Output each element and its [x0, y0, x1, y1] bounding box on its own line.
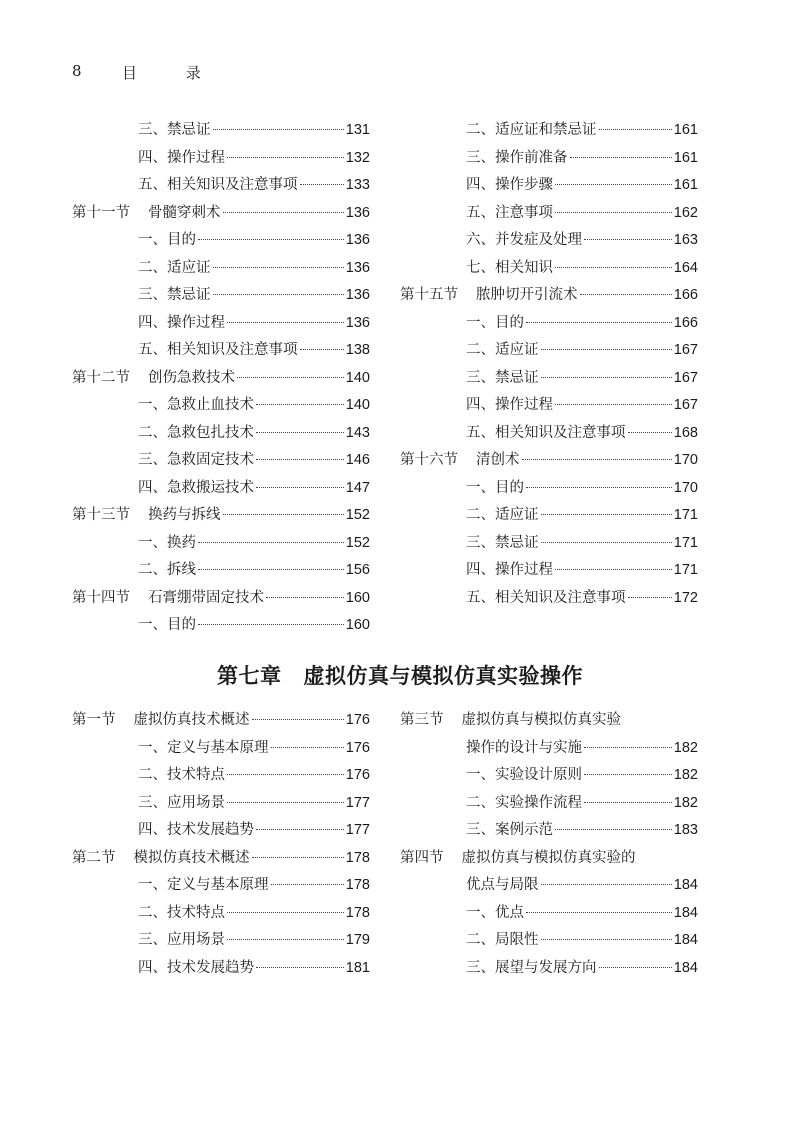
toc-entry-label: 二、拆线: [138, 562, 196, 578]
dot-leader: [213, 129, 344, 130]
toc-entry-label-group: [138, 421, 254, 442]
toc-entry: [466, 256, 698, 278]
toc-section-number: 第三节: [400, 712, 444, 728]
toc-page-number: 167: [673, 369, 698, 386]
toc-section-number: 第十一节: [72, 204, 130, 221]
dot-leader: [522, 459, 672, 460]
toc-entry-label-group: [138, 118, 211, 139]
toc-section-number: 第十五节: [400, 287, 458, 303]
dot-leader: [628, 597, 672, 598]
toc-page-number: 167: [673, 342, 698, 358]
toc-entry-label-group: [138, 928, 225, 949]
toc-page-number: 131: [345, 122, 370, 138]
toc-page-number: 132: [345, 149, 370, 166]
dot-leader: [227, 774, 344, 775]
toc-page-number: 184: [673, 904, 698, 921]
toc-entry-label-group: [138, 818, 254, 839]
dot-leader: [599, 129, 672, 130]
toc-page-number: 176: [345, 767, 370, 783]
toc-entry: [466, 393, 698, 415]
toc-entry-label-group: [138, 956, 254, 977]
toc-page-number: 160: [345, 617, 370, 633]
toc-page-number: 160: [345, 589, 370, 606]
toc-page-number: 147: [345, 479, 370, 496]
toc-page-number: 136: [345, 259, 370, 276]
toc-entry-label: 一、目的: [138, 232, 196, 248]
dot-leader: [256, 432, 344, 433]
toc-entry-label: 三、案例示范: [466, 822, 553, 838]
toc-entry-label: 三、操作前准备: [466, 149, 568, 166]
dot-leader: [541, 884, 672, 885]
toc-entry-label: 三、禁忌证: [466, 369, 539, 386]
toc-entry-label-group: [466, 763, 582, 784]
toc-entry-label-group: [466, 311, 524, 332]
chapter-heading: [0, 660, 800, 690]
dot-leader: [300, 184, 344, 185]
dot-leader: [227, 322, 344, 323]
toc-entry-label-group: [466, 173, 553, 194]
toc-page-number: 181: [345, 959, 370, 976]
toc-entry-label: 四、操作过程: [466, 562, 553, 578]
dot-leader: [227, 912, 344, 913]
toc-entry-label-group: [72, 366, 235, 387]
toc-entry-label: 骨髓穿刺术: [148, 204, 221, 221]
toc-entry-label-group: [138, 256, 211, 277]
toc-entry-label: 一、定义与基本原理: [138, 739, 269, 756]
toc-page-number: 183: [673, 822, 698, 838]
dot-leader: [570, 157, 672, 158]
toc-entry-label-group: [466, 421, 626, 442]
toc-entry: [466, 956, 698, 978]
dot-leader: [541, 349, 672, 350]
toc-entry-label: 二、实验操作流程: [466, 794, 582, 811]
toc-entry-label-group: [466, 476, 524, 497]
toc-entry-label: 五、相关知识及注意事项: [466, 424, 626, 441]
toc-entry-label-group: [138, 873, 269, 894]
toc-entry: [466, 503, 698, 525]
toc-entry-label-group: [466, 366, 539, 387]
toc-entry: [138, 421, 370, 443]
toc-entry-label: 五、相关知识及注意事项: [466, 589, 626, 606]
toc-entry-label: 二、适应证: [138, 259, 211, 276]
dot-leader: [300, 349, 344, 350]
toc-entry-label: 一、目的: [466, 479, 524, 496]
toc-entry-label-group: [138, 228, 196, 249]
toc-entry-label-group: [72, 586, 264, 607]
toc-page-number: 182: [673, 794, 698, 811]
toc-page-number: 166: [673, 314, 698, 331]
toc-page-number: 156: [345, 562, 370, 578]
toc-entry-label-group: [466, 228, 582, 249]
toc-entry: [466, 118, 698, 140]
toc-entry-label: 四、急救搬运技术: [138, 479, 254, 496]
toc-page-number: 136: [345, 287, 370, 303]
toc-entry-label-group: [466, 558, 553, 579]
dot-leader: [526, 322, 672, 323]
toc-section-number: 第一节: [72, 712, 116, 728]
toc-entry-label-group: [466, 393, 553, 414]
toc-section-number: 第十三节: [72, 507, 130, 523]
toc-page-number: 167: [673, 397, 698, 413]
toc-page-number: 143: [345, 424, 370, 441]
toc-page-number: 184: [673, 959, 698, 976]
toc-page-number: 171: [673, 534, 698, 551]
toc-entry-label-group: [466, 736, 582, 757]
toc-page-number: 133: [345, 177, 370, 193]
toc-page-number: 182: [673, 767, 698, 783]
toc-page-number: 138: [345, 342, 370, 358]
dot-leader: [213, 267, 344, 268]
toc-entry-label-group: [138, 558, 196, 579]
dot-leader: [252, 857, 344, 858]
toc-entry-label-group: [400, 708, 621, 729]
dot-leader: [252, 719, 344, 720]
toc-page-number: 178: [345, 849, 370, 866]
toc-entry-label: 五、相关知识及注意事项: [138, 342, 298, 358]
toc-page-number: 168: [673, 424, 698, 441]
dot-leader: [584, 802, 672, 803]
toc-page-number: 182: [673, 739, 698, 756]
toc-entry-label-group: [466, 146, 568, 167]
toc-page-number: 184: [673, 877, 698, 893]
dot-leader: [584, 747, 672, 748]
toc-entry-label: 一、实验设计原则: [466, 767, 582, 783]
toc-entry-label: 二、技术特点: [138, 767, 225, 783]
toc-entry-label-group: [466, 928, 539, 949]
toc-page-number: 164: [673, 259, 698, 276]
toc-entry-label-group: [138, 338, 298, 359]
toc-entry-label-group: [72, 846, 250, 867]
dot-leader: [555, 184, 672, 185]
toc-entry-label-group: [138, 393, 254, 414]
dot-leader: [198, 624, 344, 625]
toc-entry-label-group: [466, 818, 553, 839]
toc-entry: [138, 531, 370, 553]
toc-entry: [138, 901, 370, 923]
dot-leader: [256, 967, 344, 968]
dot-leader: [227, 157, 344, 158]
toc-entry-label-group: [466, 118, 597, 139]
toc-page-number: 161: [673, 177, 698, 193]
dot-leader: [213, 294, 344, 295]
toc-entry-label: 清创术: [476, 452, 520, 468]
toc-entry-label: 模拟仿真技术概述: [133, 849, 250, 866]
dot-leader: [256, 829, 344, 830]
toc-entry-label-group: [466, 256, 553, 277]
toc-page-number: 166: [673, 287, 698, 303]
dot-leader: [541, 377, 672, 378]
toc-entry-label: 二、急救包扎技术: [138, 424, 254, 441]
toc-entry: [466, 338, 698, 360]
toc-entry-label: 脓肿切开引流术: [476, 287, 578, 303]
toc-section-entry: [72, 846, 370, 868]
toc-entry-label: 七、相关知识: [466, 259, 553, 276]
toc-entry-label: 虚拟仿真与模拟仿真实验: [461, 712, 621, 728]
toc-entry: [466, 201, 698, 223]
toc-page-number: 161: [673, 149, 698, 166]
toc-entry-label-group: [72, 201, 221, 222]
toc-entry-label-group: [138, 736, 269, 757]
toc-entry-label-group: [138, 791, 225, 812]
toc-section-entry: [72, 708, 370, 730]
toc-entry-label: 三、禁忌证: [466, 534, 539, 551]
toc-entry: [466, 146, 698, 168]
toc-page-number: 163: [673, 232, 698, 248]
toc-page-number: 170: [673, 479, 698, 496]
toc-entry-label-group: [466, 531, 539, 552]
toc-entry-label: 六、并发症及处理: [466, 232, 582, 248]
toc-section-entry: [72, 366, 370, 388]
toc-entry-label: 二、技术特点: [138, 904, 225, 921]
toc-entry-label: 四、操作过程: [138, 314, 225, 331]
toc-entry: [138, 283, 370, 305]
toc-entry-label-group: [138, 763, 225, 784]
toc-section-entry: [400, 283, 698, 305]
toc-entry-label-group: [466, 956, 597, 977]
toc-entry-label: 一、目的: [466, 314, 524, 331]
toc-page-number: 170: [673, 452, 698, 468]
toc-entry-label: 三、禁忌证: [138, 122, 211, 138]
toc-entry-label: 四、操作步骤: [466, 177, 553, 193]
dot-leader: [198, 542, 344, 543]
toc-entry-label: 三、展望与发展方向: [466, 959, 597, 976]
toc-page-number: 172: [673, 589, 698, 606]
toc-entry-label: 一、急救止血技术: [138, 397, 254, 413]
toc-page-number: 179: [345, 932, 370, 948]
toc-entry: [466, 873, 698, 895]
toc-entry: [138, 736, 370, 758]
toc-page-number: 161: [673, 122, 698, 138]
dot-leader: [223, 514, 344, 515]
toc-section-entry: [72, 503, 370, 525]
toc-entry: [138, 228, 370, 250]
dot-leader: [541, 514, 672, 515]
toc-page-number: 162: [673, 204, 698, 221]
dot-leader: [628, 432, 672, 433]
toc-section-number: 第十二节: [72, 369, 130, 386]
dot-leader: [227, 939, 344, 940]
dot-leader: [599, 967, 672, 968]
toc-page-number: 171: [673, 562, 698, 578]
toc-entry: [466, 736, 698, 758]
toc-entry-label-group: [138, 448, 254, 469]
toc-entry-label-group: [466, 901, 524, 922]
toc-entry: [466, 763, 698, 785]
toc-entry: [138, 146, 370, 168]
toc-entry-label: 一、优点: [466, 904, 524, 921]
toc-entry-label: 二、适应证: [466, 507, 539, 523]
dot-leader: [237, 377, 344, 378]
dot-leader: [198, 569, 344, 570]
toc-section-entry: [400, 708, 698, 730]
toc-entry-label: 石膏绷带固定技术: [148, 589, 264, 606]
toc-section-entry: [400, 448, 698, 470]
toc-entry-label: 四、技术发展趋势: [138, 822, 254, 838]
toc-entry: [138, 256, 370, 278]
toc-entry: [138, 818, 370, 840]
toc-page-number: 177: [345, 822, 370, 838]
toc-entry-label-group: [138, 476, 254, 497]
dot-leader: [256, 459, 344, 460]
toc-page-number: 178: [345, 904, 370, 921]
toc-entry-label: 五、相关知识及注意事项: [138, 177, 298, 193]
toc-entry-label-group: [72, 708, 250, 729]
dot-leader: [198, 239, 344, 240]
dot-leader: [271, 884, 344, 885]
toc-entry: [466, 586, 698, 608]
toc-entry-label: 二、局限性: [466, 932, 539, 948]
dot-leader: [271, 747, 344, 748]
toc-entry-label-group: [466, 503, 539, 524]
toc-entry-label-group: [400, 846, 636, 867]
toc-entry-label: 二、适应证: [466, 342, 539, 358]
toc-page-number: 136: [345, 204, 370, 221]
toc-entry-label: 虚拟仿真与模拟仿真实验的: [461, 849, 636, 866]
toc-entry-label-group: [400, 448, 520, 469]
toc-entry-label: 虚拟仿真技术概述: [133, 712, 250, 728]
toc-entry: [138, 956, 370, 978]
toc-entry-label: 五、注意事项: [466, 204, 553, 221]
dot-leader: [266, 597, 344, 598]
toc-entry: [138, 173, 370, 195]
toc-entry-label-group: [138, 146, 225, 167]
toc-entry: [138, 476, 370, 498]
toc-entry: [138, 928, 370, 950]
toc-entry: [138, 311, 370, 333]
toc-entry: [138, 448, 370, 470]
dot-leader: [555, 212, 672, 213]
toc-entry: [138, 763, 370, 785]
dot-leader: [526, 912, 672, 913]
toc-page-number: 136: [345, 232, 370, 248]
toc-entry: [466, 531, 698, 553]
toc-entry: [466, 311, 698, 333]
toc-entry: [466, 818, 698, 840]
toc-section-entry: [72, 586, 370, 608]
toc-section-number: 第十四节: [72, 589, 130, 606]
toc-entry-label: 换药与拆线: [148, 507, 221, 523]
dot-leader: [555, 569, 672, 570]
toc-entry: [138, 393, 370, 415]
toc-page-number: 140: [345, 369, 370, 386]
dot-leader: [227, 802, 344, 803]
toc-entry: [466, 791, 698, 813]
dot-leader: [223, 212, 344, 213]
dot-leader: [555, 829, 672, 830]
dot-leader: [526, 487, 672, 488]
toc-entry: [466, 558, 698, 580]
toc-page-number: 171: [673, 507, 698, 523]
toc-entry-label: 一、目的: [138, 617, 196, 633]
toc-entry-label-group: [138, 613, 196, 634]
toc-section-entry: [400, 846, 698, 868]
toc-section-number: 第二节: [72, 849, 116, 866]
toc-entry: [466, 421, 698, 443]
toc-page-number: 176: [345, 739, 370, 756]
dot-leader: [256, 487, 344, 488]
toc-entry-label: 四、操作过程: [138, 149, 225, 166]
toc-page-number: 136: [345, 314, 370, 331]
toc-entry: [138, 873, 370, 895]
toc-entry-label-group: [466, 201, 553, 222]
toc-entry-label-group: [72, 503, 221, 524]
toc-entry-label: 四、操作过程: [466, 397, 553, 413]
toc-entry: [138, 791, 370, 813]
toc-entry-label-group: [138, 283, 211, 304]
toc-entry-label: 创伤急救技术: [148, 369, 235, 386]
toc-entry-label-group: [138, 173, 298, 194]
toc-entry-label: 四、技术发展趋势: [138, 959, 254, 976]
toc-entry-label: 三、急救固定技术: [138, 452, 254, 468]
toc-entry-label-group: [138, 901, 225, 922]
toc-entry-label: 二、适应证和禁忌证: [466, 122, 597, 138]
toc-section-entry: [72, 201, 370, 223]
toc-entry-label: 操作的设计与实施: [466, 739, 582, 756]
toc-entry: [466, 173, 698, 195]
toc-page-number: 146: [345, 452, 370, 468]
toc-entry-label: 三、应用场景: [138, 932, 225, 948]
dot-leader: [541, 542, 672, 543]
toc-entry: [138, 118, 370, 140]
toc-entry-label: 一、定义与基本原理: [138, 877, 269, 893]
toc-entry: [466, 476, 698, 498]
toc-entry-label-group: [400, 283, 578, 304]
dot-leader: [584, 774, 672, 775]
toc-entry-label-group: [466, 791, 582, 812]
toc-page-number: 140: [345, 397, 370, 413]
toc-entry: [466, 928, 698, 950]
toc-page-number: 184: [673, 932, 698, 948]
page-title: 目 录: [122, 64, 223, 82]
chapter-number: 第七章: [217, 664, 282, 688]
dot-leader: [580, 294, 672, 295]
toc-entry-label: 优点与局限: [466, 877, 539, 893]
toc-entry-label: 三、应用场景: [138, 794, 225, 811]
toc-entry: [138, 338, 370, 360]
chapter-title: 虚拟仿真与模拟仿真实验操作: [303, 664, 583, 688]
toc-page-number: 177: [345, 794, 370, 811]
toc-section-number: 第四节: [400, 849, 444, 866]
dot-leader: [555, 267, 672, 268]
dot-leader: [541, 939, 672, 940]
toc-page-number: 176: [345, 712, 370, 728]
toc-entry: [466, 901, 698, 923]
toc-entry-label-group: [466, 586, 626, 607]
dot-leader: [584, 239, 672, 240]
toc-entry-label: 三、禁忌证: [138, 287, 211, 303]
toc-entry: [466, 228, 698, 250]
toc-entry-label-group: [138, 311, 225, 332]
dot-leader: [555, 404, 672, 405]
toc-entry-label-group: [138, 531, 196, 552]
toc-entry-label-group: [466, 873, 539, 894]
page-number: 8: [72, 62, 82, 80]
toc-entry-label: 一、换药: [138, 534, 196, 551]
dot-leader: [256, 404, 344, 405]
toc-entry-label-group: [466, 338, 539, 359]
toc-entry: [466, 366, 698, 388]
toc-page-number: 152: [345, 507, 370, 523]
toc-entry: [138, 613, 370, 635]
toc-entry: [138, 558, 370, 580]
toc-section-number: 第十六节: [400, 452, 458, 468]
toc-page-number: 152: [345, 534, 370, 551]
toc-page-number: 178: [345, 877, 370, 893]
